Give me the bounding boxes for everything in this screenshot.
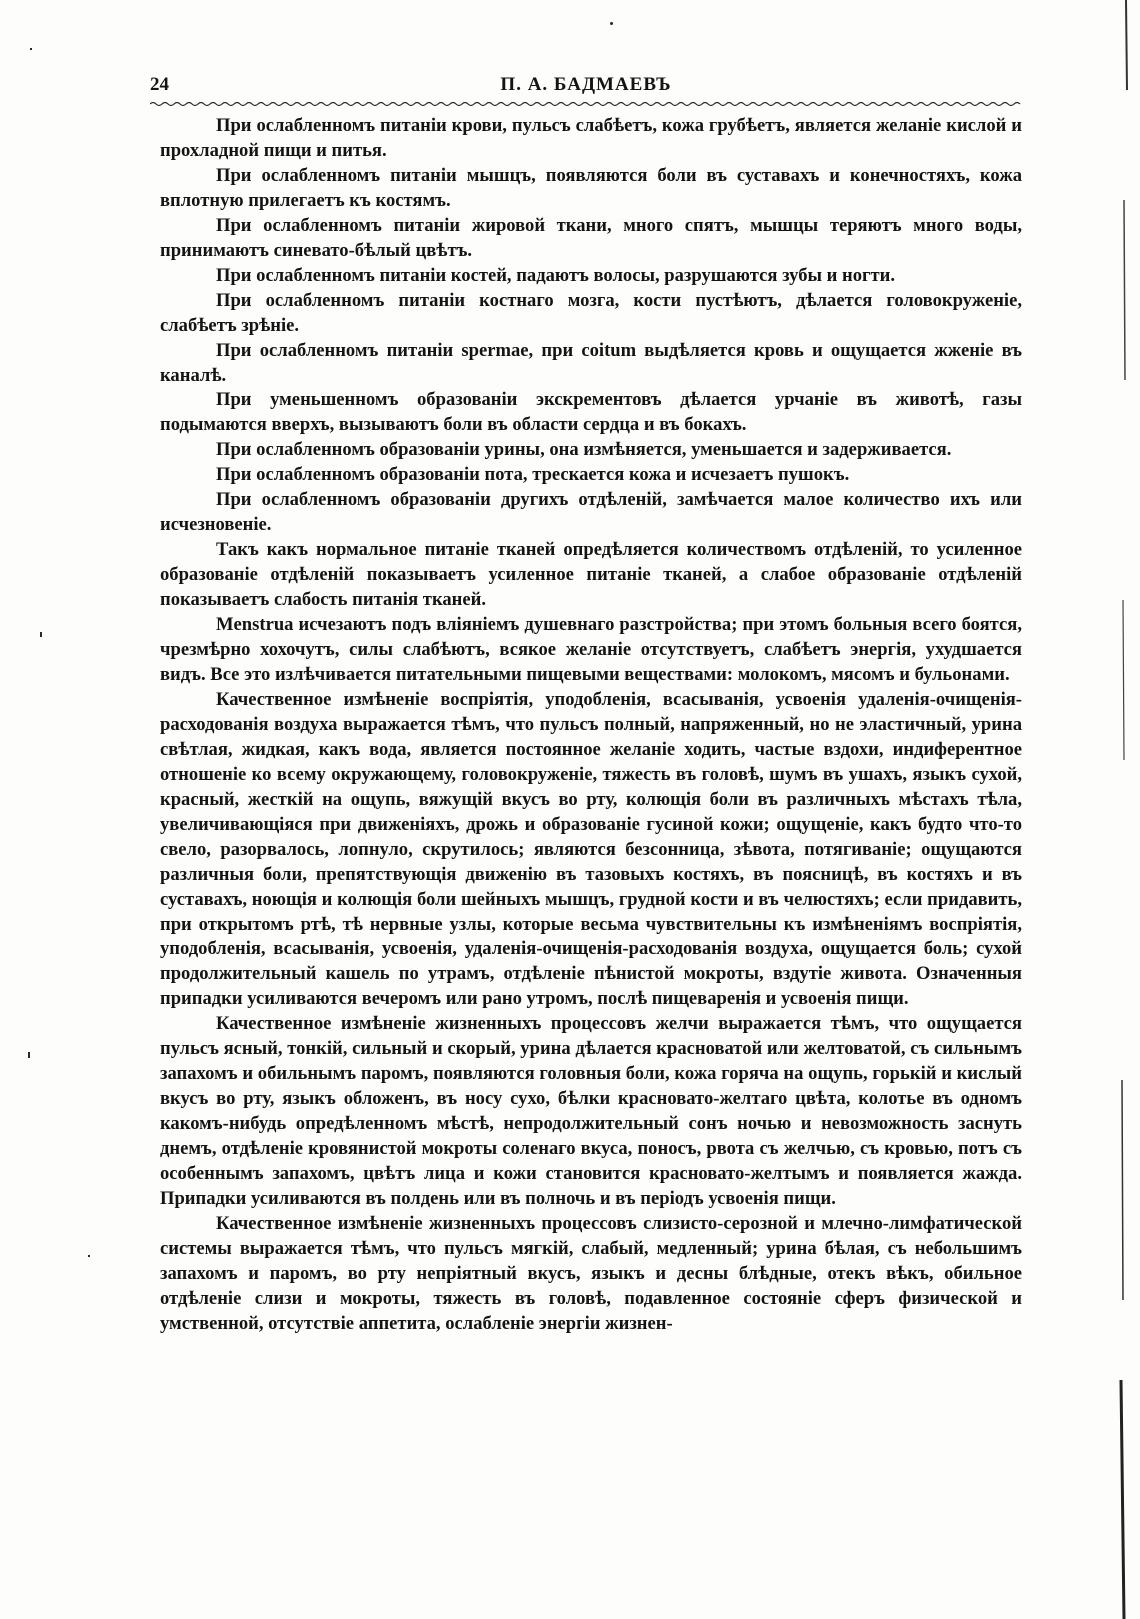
paragraph: При ослабленномъ образованіи другихъ отдѣленій, замѣчается малое количество ихъ или исчезновеніе. <box>160 489 1022 536</box>
paragraph: Качественное измѣненіе жизненныхъ процессовъ желчи выражается тѣмъ, что ощущается пульсъ ясный, тонкій, сильный и скорый, урина дѣлается красноватой или желтоватой, съ сильнымъ запахомъ и обильнымъ паромъ, появляются головныя боли, кожа горяча на ощупь, горькій и кислый вкусъ во рту, языкъ обложенъ, въ носу сухо, бѣлки красновато-желтаго цвѣта, колотье въ одномъ какомъ-нибудь опредѣленномъ мѣстѣ, непродолжительный сонъ ночью и невозможность заснуть днемъ, отдѣленіе кровянистой мокроты соленаго вкуса, поносъ, рвота съ желчью, съ кровью, потъ съ особеннымъ запахомъ, цвѣтъ лица и кожи становится красновато-желтымъ и появляется жажда. Припадки усиливаются въ полдень или въ полночь и въ періодъ усвоенія пищи. <box>160 1013 1022 1209</box>
paragraph: Menstrua исчезаютъ подъ вліяніемъ душевнаго разстройства; при этомъ больныя всего боятся, чрезмѣрно хохочутъ, силы слабѣютъ, всякое желаніе отсутствуетъ, слабѣетъ энергія, ухудшается видъ. Все это излѣчивается питательными пищевыми веществами: молокомъ, мясомъ и бульонами. <box>160 614 1022 685</box>
header-wavy-rule <box>150 101 1022 107</box>
paragraph: При ослабленномъ питаніи костей, падаютъ волосы, разрушаются зубы и ногти. <box>216 264 895 286</box>
paragraph: При ослабленномъ питаніи spermae, при coitum выдѣляется кровь и ощущается жженіе въ каналѣ. <box>160 339 1022 386</box>
paragraph: При ослабленномъ образованіи урины, она измѣняется, уменьшается и задерживается. <box>216 439 952 461</box>
page-number: 24 <box>150 74 169 95</box>
page-header <box>150 74 1022 102</box>
paragraph: Качественное измѣненіе жизненныхъ процессовъ слизисто-серозной и млечно-лимфатической системы выражается тѣмъ, что пульсъ мягкій, слабый, медленный; урина бѣлая, съ небольшимъ запахомъ и паромъ, во рту непріятный вкусъ, языкъ и десны блѣдные, отекъ вѣкъ, обильное отдѣленіе слизи и мокроты, тяжесть въ головѣ, подавленное состояніе сферъ физической и умственной, отсутствіе аппетита, ослабленіе энергіи жизнен- <box>160 1212 1022 1334</box>
scan-speck <box>40 632 42 637</box>
paragraph: При ослабленномъ питаніи жировой ткани, много спятъ, мышцы теряютъ много воды, принимаютъ синевато-бѣлый цвѣтъ. <box>160 214 1022 261</box>
paragraph: При ослабленномъ образованіи пота, трескается кожа и исчезаетъ пушокъ. <box>216 464 850 486</box>
scan-edge-artifact <box>1100 0 1140 1619</box>
paragraph: Такъ какъ нормальное питаніе тканей опредѣляется количествомъ отдѣленій, то усиленное образованіе отдѣленій показываетъ усиленное питаніе тканей, а слабое образованіе отдѣленій показываетъ слабость питанія тканей. <box>160 539 1022 611</box>
paragraph: При ослабленномъ питаніи крови, пульсъ слабѣетъ, кожа грубѣетъ, является желаніе кислой и прохладной пищи и питья. <box>160 115 1022 161</box>
body-text <box>160 114 1022 1337</box>
running-title: П. А. БАДМАЕВЪ <box>500 74 672 95</box>
paragraph: При ослабленномъ питаніи мышцъ, появляются боли въ суставахъ и конечностяхъ, кожа вплотную прилегаетъ къ костямъ. <box>160 164 1022 211</box>
paragraph: При ослабленномъ питаніи костнаго мозга, кости пустѣютъ, дѣлается головокруженіе, слабѣетъ зрѣніе. <box>160 289 1022 336</box>
scan-speck <box>28 1052 30 1058</box>
scan-speck <box>88 1255 90 1257</box>
scan-speck <box>610 22 613 25</box>
paragraph: Качественное измѣненіе воспріятія, уподобленія, всасыванія, усвоенія удаленія-очищенія-расходованія воздуха выражается тѣмъ, что пульсъ полный, напряженный, но не эластичный, урина свѣтлая, жидкая, какъ вода, является постоянное желаніе ходить, частые вздохи, индиферентное отношеніе ко всему окружающему, головокруженіе, тяжесть въ головѣ, шумъ въ ушахъ, языкъ сухой, красный, жесткій на ощупь, вяжущій вкусъ во рту, колющія боли въ различныхъ мѣстахъ тѣла, увеличивающіяся при движеніяхъ, дрожь и образованіе гусиной кожи; ощущеніе, какъ будто что-то свело, разорвалось, лопнуло, скрутилось; являются безсонница, зѣвота, потягиваніе; ощущаются различныя боли, препятствующія движенію въ тазовыхъ костяхъ, въ поясницѣ, въ костяхъ и въ суставахъ, ноющія и колющія боли шейныхъ мышцъ, грудной кости и въ челюстяхъ; если придавить, при открытомъ ртѣ, тѣ нервные узлы, которые весьма чувствительны къ измѣненіямъ воспріятія, уподобленія, всасыванія, усвоенія, удаленія-очищенія-расходованія воздуха, ощущается боль; сухой продолжительный кашель по утрамъ, отдѣленіе пѣнистой мокроты, вздутіе живота. Означенныя припадки усиливаются вечеромъ или рано утромъ, послѣ пищеваренія и усвоенія пищи. <box>160 688 1022 1010</box>
paragraph: При уменьшенномъ образованіи экскрементовъ дѣлается урчаніе въ животѣ, газы подымаются вверхъ, вызываютъ боли въ области сердца и въ бокахъ. <box>160 389 1022 436</box>
scan-speck <box>30 48 32 50</box>
